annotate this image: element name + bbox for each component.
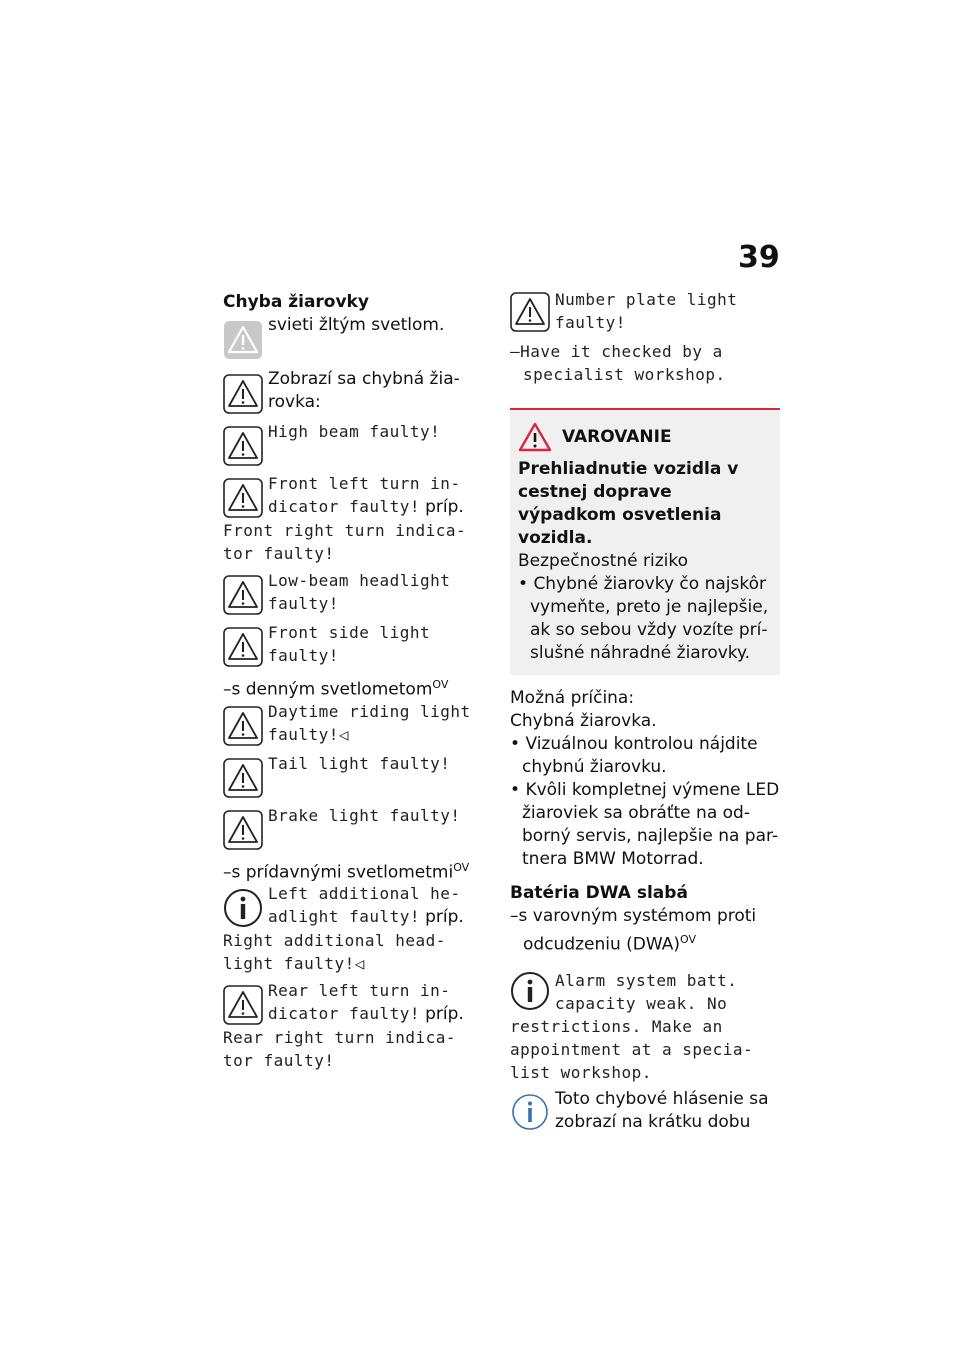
condition-drl <box>223 673 485 702</box>
low-beam-entry <box>223 569 485 617</box>
shown-entry <box>223 368 485 416</box>
warning-triangle-icon <box>223 706 263 746</box>
bullet2-text: Kvôli kompletnej výmene LED žiaroviek sa obráťte na od-borný servis, najlepšie na par-tnera BMW Motorrad. <box>522 780 780 869</box>
warning-triangle-icon <box>223 985 263 1025</box>
option-marker: OV <box>453 860 470 874</box>
msg-side-light: Front side light faulty! <box>268 623 431 665</box>
danger-triangle-icon <box>518 422 552 452</box>
page-number: 39 <box>738 240 780 275</box>
info-icon <box>510 1092 550 1132</box>
warning-head: Prehliadnutie vozidla v cestnej doprave výpadkom osvetlenia vozidla. <box>518 459 739 548</box>
section-heading-bulb-fault: Chyba žiarovky <box>223 292 369 312</box>
info-icon <box>223 888 263 928</box>
tip-text: Toto chybové hlásenie sa zobrazí na krátku dobu <box>555 1088 769 1132</box>
msg-alarm-rest: capacity weak. No restrictions. Make an appointment at a specia-list workshop. <box>510 993 754 1082</box>
side-light-entry <box>223 621 485 669</box>
cause-text: Chybná žiarovka. <box>510 711 657 731</box>
msg-left-additional-line2: adlight faulty! <box>268 907 420 927</box>
section-heading-dwa: Batéria DWA slabá <box>510 883 688 903</box>
or-text: príp. <box>425 1004 464 1025</box>
warning-bullet-text: Chybné žiarovky čo najskôr vymeňte, preto je najlepšie, ak so sebou vždy vozíte prí-slušné náhradné žiarovky. <box>530 574 769 663</box>
option-marker: OV <box>432 678 449 691</box>
warning-title: VAROVANIE <box>562 427 672 447</box>
cause-label: Možná príčina: <box>510 688 635 708</box>
tail-entry <box>223 752 485 800</box>
msg-tail: Tail light faulty! <box>268 753 451 773</box>
msg-low-beam: Low-beam headlight faulty! <box>268 571 451 613</box>
condition-aux-text: –s prídavnými svetlometmi <box>223 862 454 883</box>
msg-rear-left-line1: Rear left turn in- <box>268 981 451 1001</box>
condition-aux <box>223 856 485 885</box>
warning-triangle-icon <box>223 426 263 466</box>
msg-front-right: Front right turn indica-tor faulty! <box>223 521 467 563</box>
msg-brake: Brake light faulty! <box>268 805 461 825</box>
left-additional-entry <box>223 882 485 975</box>
warning-triangle-icon <box>510 292 550 332</box>
yellow-warning-entry <box>223 314 485 362</box>
or-text: príp. <box>425 907 464 928</box>
warning-bullet: • Chybné žiarovky čo najskôr vymeňte, preto je najlepšie, ak so sebou vždy vozíte prí-slušné náhradné žiarovky. <box>518 574 769 663</box>
msg-alarm-line1: Alarm system batt. <box>555 970 738 990</box>
check-instruction: –Have it checked by a specialist workshop. <box>510 342 726 384</box>
yellow-warning-light-icon <box>223 320 263 360</box>
alarm-entry <box>510 969 780 1084</box>
list-item: • Vizuálnou kontrolou nájdite chybnú žiarovku. <box>510 734 758 777</box>
msg-front-left-line1: Front left turn in- <box>268 474 461 493</box>
warning-header <box>518 422 772 452</box>
bullet1-text: Vizuálnou kontrolou nájdite chybnú žiarovku. <box>522 734 758 777</box>
msg-high-beam: High beam faulty! <box>268 422 441 441</box>
plate-entry <box>510 288 780 336</box>
list-item: • Kvôli kompletnej výmene LED žiaroviek sa obráťte na od-borný servis, najlepšie na par-tnera BMW Motorrad. <box>510 780 780 869</box>
info-icon <box>510 971 550 1011</box>
warning-triangle-icon <box>223 810 263 850</box>
warning-risk: Bezpečnostné riziko <box>518 551 688 571</box>
brake-entry <box>223 804 485 852</box>
intro-text: svieti žltým svetlom. <box>268 315 445 335</box>
high-beam-entry <box>223 420 485 468</box>
left-column <box>223 290 485 1076</box>
msg-front-left-line2: dicator faulty! <box>268 497 420 516</box>
rear-left-entry <box>223 979 485 1072</box>
condition-dwa-text: –s varovným systémom proti odcudzeniu (DWA) <box>510 906 757 955</box>
msg-rear-left-line2: dicator faulty! <box>268 1004 420 1024</box>
right-column <box>510 290 780 1140</box>
msg-rear-right: Rear right turn indica-tor faulty! <box>223 1028 457 1071</box>
warning-triangle-icon <box>223 575 263 615</box>
warning-box <box>510 408 780 675</box>
or-text: príp. <box>425 497 464 517</box>
front-left-entry <box>223 472 485 565</box>
tip-entry <box>510 1088 780 1136</box>
warning-triangle-icon <box>223 478 263 518</box>
msg-right-additional: Right additional head-light faulty!◁ <box>223 931 446 974</box>
drl-entry <box>223 700 485 748</box>
condition-drl-text: –s denným svetlometom <box>223 679 433 700</box>
option-marker: OV <box>680 933 697 946</box>
condition-dwa <box>510 905 780 957</box>
warning-triangle-icon <box>223 374 263 414</box>
msg-left-additional-line1: Left additional he- <box>268 884 461 904</box>
warning-triangle-icon <box>223 758 263 798</box>
msg-drl: Daytime riding light faulty!◁ <box>268 701 471 744</box>
warning-triangle-icon <box>223 627 263 667</box>
msg-plate: Number plate light faulty! <box>555 290 738 332</box>
shown-text: Zobrazí sa chybná žia-rovka: <box>268 369 460 412</box>
